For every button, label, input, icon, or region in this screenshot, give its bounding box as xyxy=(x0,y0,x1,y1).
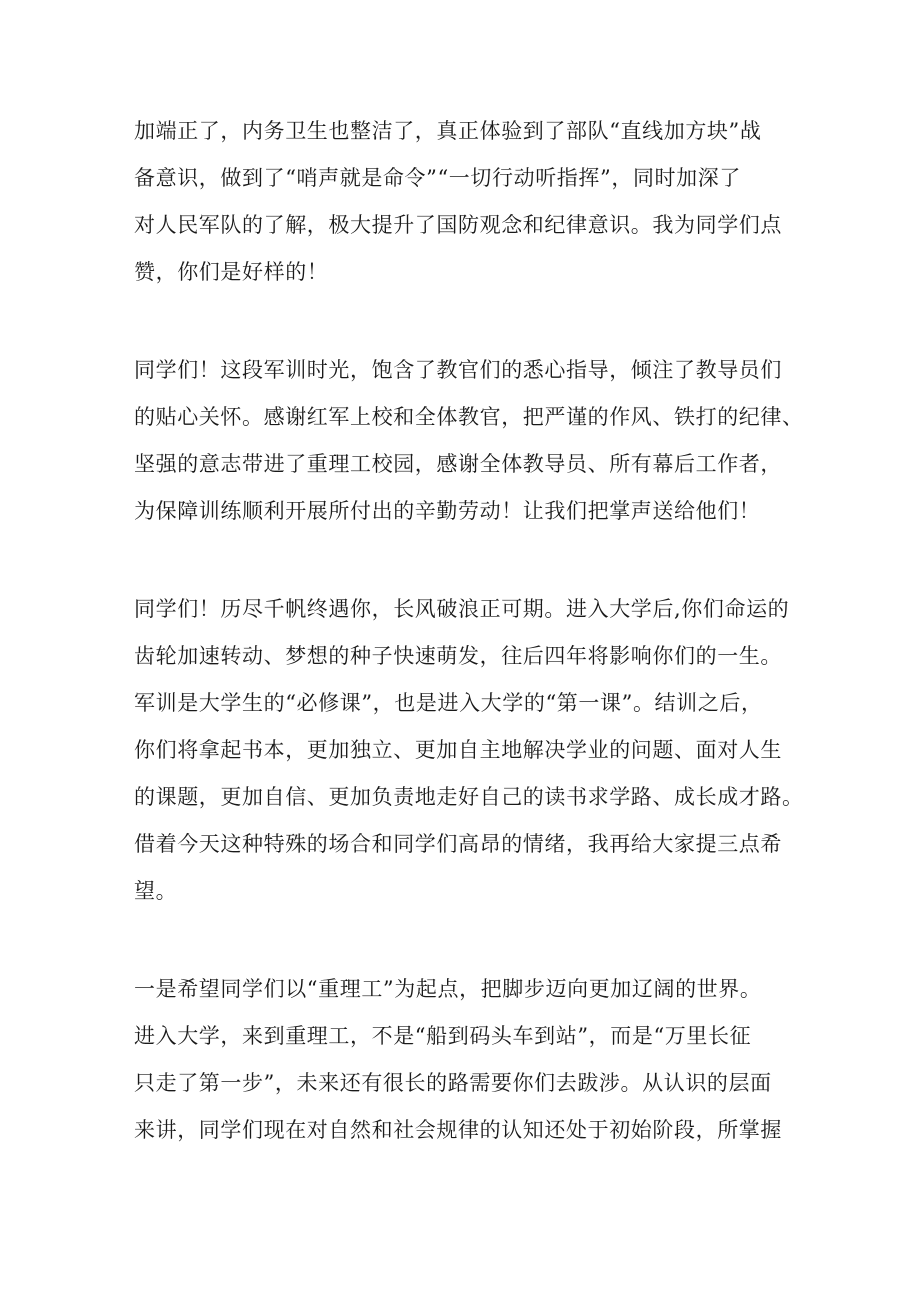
paragraph-line: 加端正了，内务卫生也整洁了，真正体验到了部队“直线加方块”战 xyxy=(134,119,762,143)
paragraph-line: 对人民军队的了解，极大提升了国防观念和纪律意识。我为同学们点 xyxy=(134,213,782,237)
paragraph-line: 的贴心关怀。感谢红军上校和全体教官，把严谨的作风、铁打的纪律、 xyxy=(134,405,804,429)
paragraph-line: 进入大学，来到重理工，不是“船到码头车到站”，而是“万里长征 xyxy=(134,1024,752,1048)
paragraph-line: 军训是大学生的“必修课”，也是进入大学的“第一课”。结训之后， xyxy=(134,691,763,715)
paragraph-line: 同学们！历尽千帆终遇你，长风破浪正可期。进入大学后,你们命运的 xyxy=(134,597,790,621)
paragraph-line: 为保障训练顺利开展所付出的辛勤劳动！让我们把掌声送给他们！ xyxy=(134,499,761,523)
paragraph-line: 坚强的意志带进了重理工校园，感谢全体教导员、所有幕后工作者， xyxy=(134,452,782,476)
paragraph-line: 你们将拿起书本，更加独立、更加自主地解决学业的问题、面对人生 xyxy=(134,738,782,762)
paragraph-line: 同学们！这段军训时光，饱含了教官们的悉心指导，倾注了教导员们 xyxy=(134,358,782,382)
paragraph-line: 备意识，做到了“哨声就是命令”“一切行动听指挥”，同时加深了 xyxy=(134,166,741,190)
paragraph-line: 的课题，更加自信、更加负责地走好自己的读书求学路、成长成才路。 xyxy=(134,785,804,809)
paragraph-line: 齿轮加速转动、梦想的种子快速萌发，往后四年将影响你们的一生。 xyxy=(134,644,782,668)
paragraph-line: 借着今天这种特殊的场合和同学们高昂的情绪，我再给大家提三点希 xyxy=(134,832,782,856)
paragraph-line: 赞，你们是好样的！ xyxy=(134,260,329,284)
paragraph-line: 一是希望同学们以“重理工”为起点，把脚步迈向更加辽阔的世界。 xyxy=(134,977,762,1001)
paragraph-line: 来讲，同学们现在对自然和社会规律的认知还处于初始阶段，所掌握 xyxy=(134,1118,782,1142)
paragraph-line: 望。 xyxy=(134,879,178,903)
paragraph-line: 只走了第一步”，未来还有很长的路需要你们去跋涉。从认识的层面 xyxy=(134,1071,772,1095)
